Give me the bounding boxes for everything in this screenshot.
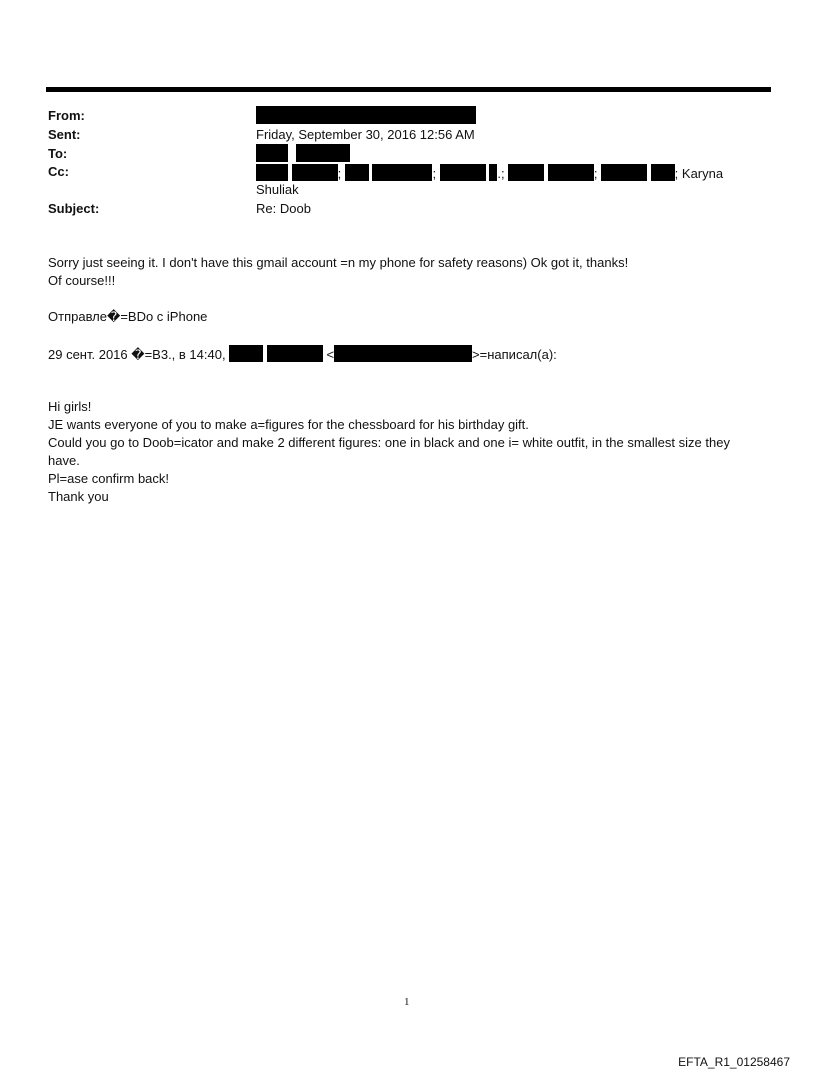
cc-line2: Shuliak	[256, 182, 299, 197]
from-label: From:	[48, 108, 85, 123]
cc-redaction	[292, 164, 338, 181]
to-redaction-2	[296, 144, 350, 162]
cc-label: Cc:	[48, 164, 69, 179]
cc-redaction	[651, 164, 675, 181]
cc-redaction	[372, 164, 432, 181]
subject-value: Re: Doob	[256, 201, 311, 216]
quote-redaction-2	[267, 345, 323, 362]
to-redaction-1	[256, 144, 288, 162]
quote-header	[48, 345, 557, 363]
quote-redaction-3	[334, 345, 472, 362]
cc-redaction	[508, 164, 544, 181]
quoted-line: JE wants everyone of you to make a=figures for the chessboard for his birthday gift.	[48, 417, 529, 432]
bates-number: EFTA_R1_01258467	[678, 1055, 790, 1069]
cc-redaction	[345, 164, 369, 181]
signature: Отправле�=BDo с iPhone	[48, 309, 208, 324]
cc-redaction	[256, 164, 288, 181]
page-number: 1	[404, 996, 410, 1008]
reply-line-2: Of course!!!	[48, 273, 116, 288]
cc-redaction	[489, 164, 497, 181]
quoted-line: Pl=ase confirm back!	[48, 471, 170, 486]
quote-suffix: >=написал(а):	[472, 347, 557, 362]
cc-redaction	[548, 164, 594, 181]
cc-redaction	[601, 164, 647, 181]
cc-tail: ; Karyna	[674, 166, 724, 181]
quoted-line: Could you go to Doob=icator and make 2 different figures: one in black and one i= white outfit, in the smallest size they	[48, 435, 730, 450]
quote-lt: <	[326, 347, 335, 362]
quoted-line: Hi girls!	[48, 399, 92, 414]
quote-redaction-1	[229, 345, 263, 362]
to-label: To:	[48, 146, 68, 161]
subject-label: Subject:	[48, 201, 100, 216]
quoted-line: have.	[48, 453, 80, 468]
quote-prefix: 29 сент. 2016 �=B3., в 14:40,	[48, 347, 226, 362]
header-rule	[46, 87, 771, 92]
from-redaction	[256, 106, 476, 124]
sent-label: Sent:	[48, 127, 81, 142]
sent-value: Friday, September 30, 2016 12:56 AM	[256, 127, 475, 142]
reply-line-1: Sorry just seeing it. I don't have this gmail account =n my phone for safety reasons) Ok got it, thanks!	[48, 255, 629, 270]
quoted-line: Thank you	[48, 489, 109, 504]
cc-value: ; ; .; ; ; Karyna	[256, 164, 723, 181]
cc-redaction	[440, 164, 486, 181]
